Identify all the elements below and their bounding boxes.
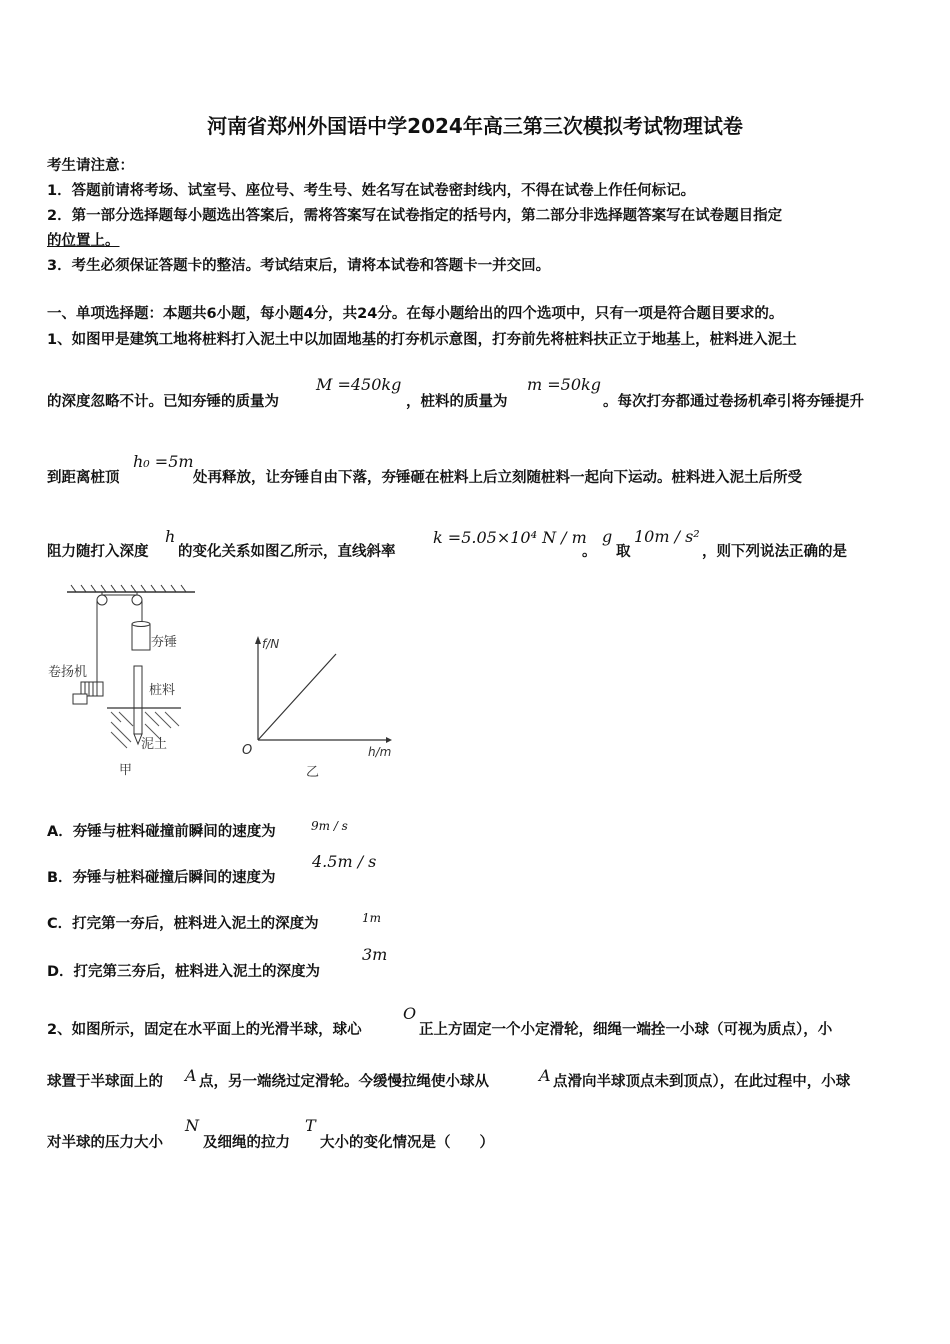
q1-line-3b: 处再释放，让夯锤自由下落，夯锤砸在桩料上后立刻随桩料一起向下运动。桩料进入泥土后所受 — [193, 470, 802, 486]
q1-math-h0: h₀ =5m — [133, 452, 194, 471]
q2-line-2b: 点，另一端绕过定滑轮。今缓慢拉绳使小球从 — [199, 1074, 489, 1090]
q1-math-k: k =5.05×10⁴ N / m — [433, 528, 587, 547]
option-A-value: 9m / s — [311, 819, 348, 833]
label-pile: 桩料 — [149, 683, 176, 698]
q2-math-A2: A — [539, 1066, 551, 1085]
caption-yi: 乙 — [306, 765, 320, 780]
label-winch: 卷扬机 — [48, 665, 88, 680]
option-C: C．打完第一夯后，桩料进入泥土的深度为 — [47, 916, 319, 932]
x-axis-label: h/m — [368, 745, 392, 759]
q1-line-4a: 阻力随打入深度 — [47, 544, 149, 560]
q1-line-4b: 的变化关系如图乙所示，直线斜率 — [178, 544, 396, 560]
q1-line-2c: 。每次打夯都通过卷扬机牵引将夯锤提升 — [603, 394, 864, 410]
q1-line-4e: ，则下列说法正确的是 — [702, 544, 847, 560]
notice-item-2: 2．第一部分选择题每小题选出答案后，需将答案写在试卷指定的括号内，第二部分非选择题答案写在试卷题目指定 — [47, 208, 783, 224]
q1-line-2b: ，桩料的质量为 — [406, 394, 508, 410]
q2-math-T: T — [305, 1116, 316, 1135]
q1-line-4c: 。 — [582, 544, 597, 560]
q2-line-1b: 正上方固定一个小定滑轮，细绳一端拴一小球（可视为质点），小 — [419, 1022, 833, 1038]
q2-line-2a: 球置于半球面上的 — [47, 1074, 163, 1090]
label-soil: 泥土 — [141, 737, 168, 752]
figure-jia — [45, 582, 245, 782]
q2-line-3a: 对半球的压力大小 — [47, 1135, 163, 1151]
option-D-value: 3m — [362, 945, 388, 964]
pile — [134, 666, 142, 734]
q1-line-1: 1、如图甲是建筑工地将桩料打入泥土中以加固地基的打夯机示意图，打夯前先将桩料扶正立于地基上，桩料进入泥土 — [47, 332, 797, 348]
q1-line-3a: 到距离桩顶 — [47, 470, 120, 486]
q1-math-m: m =50kg — [527, 375, 601, 394]
origin-label: O — [242, 743, 253, 758]
caption-jia: 甲 — [119, 763, 133, 778]
f-h-line — [258, 654, 336, 740]
q1-line-4d: 取 — [616, 544, 631, 560]
notice-heading: 考生请注意： — [47, 158, 134, 174]
notice-item-1: 1．答题前请将考场、试室号、座位号、考生号、姓名写在试卷密封线内，不得在试卷上作任何标记。 — [47, 183, 696, 199]
winch — [73, 682, 103, 704]
y-axis-label: f/N — [262, 637, 280, 651]
pulley-left — [97, 595, 107, 605]
section-heading: 一、单项选择题：本题共6小题，每小题4分，共24分。在每小题给出的四个选项中，只有一项是符合题目要求的。 — [47, 306, 784, 322]
q1-math-g: g — [602, 527, 613, 546]
ceiling — [67, 585, 195, 592]
notice-item-2-cont: 的位置上。 — [47, 233, 120, 249]
option-B-value: 4.5m / s — [312, 852, 377, 871]
option-B: B．夯锤与桩料碰撞后瞬间的速度为 — [47, 870, 276, 886]
notice-item-3: 3．考生必须保证答题卡的整洁。考试结束后，请将本试卷和答题卡一并交回。 — [47, 258, 551, 274]
q1-math-g-value: 10m / s² — [634, 527, 700, 546]
figure-yi — [238, 628, 408, 782]
q2-line-2c: 点滑向半球顶点未到顶点），在此过程中，小球 — [553, 1074, 851, 1090]
q2-math-O: O — [403, 1004, 417, 1023]
q2-line-3c: 大小的变化情况是（ ） — [320, 1135, 494, 1151]
pulley-right — [132, 595, 142, 605]
q1-line-2a: 的深度忽略不计。已知夯锤的质量为 — [47, 394, 279, 410]
q2-line-1a: 2、如图所示，固定在水平面上的光滑半球，球心 — [47, 1022, 362, 1038]
q2-math-A1: A — [185, 1066, 197, 1085]
option-C-value: 1m — [362, 911, 382, 925]
q2-math-N: N — [185, 1116, 199, 1135]
label-hammer: 夯锤 — [151, 635, 178, 650]
page-title: 河南省郑州外国语中学2024年高三第三次模拟考试物理试卷 — [207, 114, 743, 138]
q1-math-h: h — [165, 527, 176, 546]
option-D: D．打完第三夯后，桩料进入泥土的深度为 — [47, 964, 321, 980]
hammer — [132, 624, 150, 650]
option-A: A．夯锤与桩料碰撞前瞬间的速度为 — [47, 824, 276, 840]
q1-math-M: M =450kg — [316, 375, 402, 394]
q2-line-3b: 及细绳的拉力 — [203, 1135, 290, 1151]
